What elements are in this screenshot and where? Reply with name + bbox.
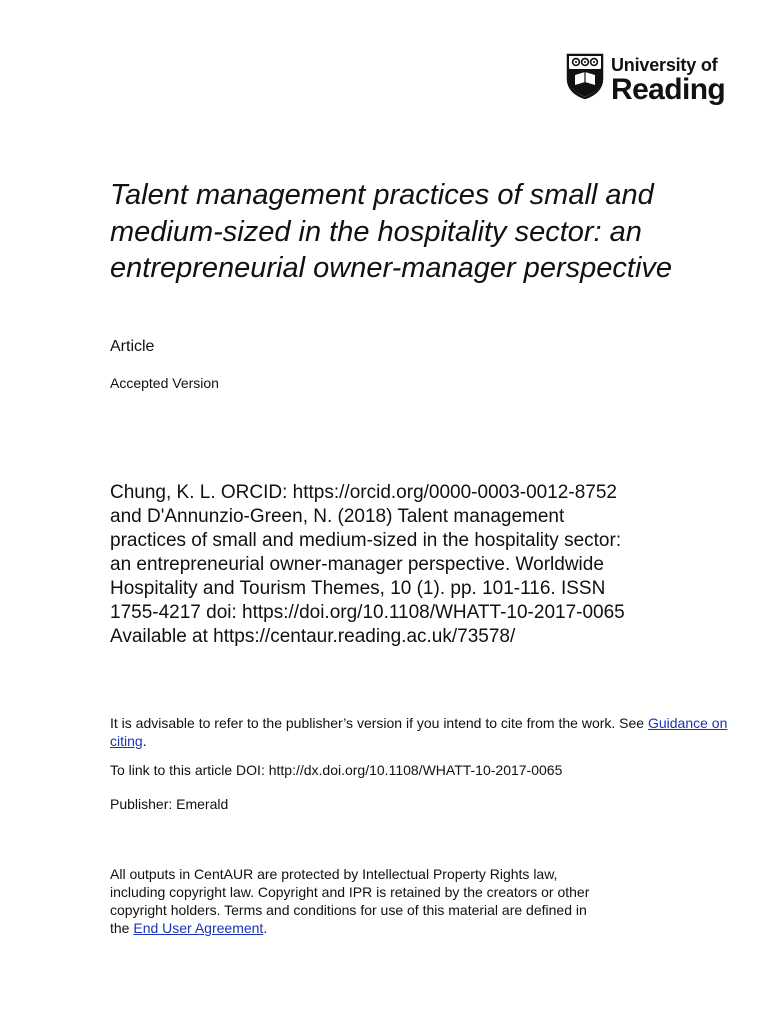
logo-reading: Reading — [611, 73, 726, 106]
guidance-on-citing-link[interactable]: Guidance on citing — [110, 715, 728, 749]
document-version: Accepted Version — [110, 375, 219, 391]
publisher-line: Publisher: Emerald — [110, 796, 229, 812]
citation-advice-end: . — [142, 733, 147, 749]
citation-line: an entrepreneurial owner-manager perspective. Worldwide — [110, 554, 604, 575]
citation-line: Hospitality and Tourism Themes, 10 (1). pp. 101-116. ISSN — [110, 578, 606, 599]
rights-line: including copyright law. Copyright and IPR is retained by the creators or other — [110, 884, 590, 900]
article-doi-line: To link to this article DOI: http://dx.doi.org/10.1108/WHATT-10-2017-0065 — [110, 762, 563, 778]
rights-last-line — [110, 919, 750, 937]
end-user-agreement-link[interactable]: End User Agreement — [133, 920, 264, 936]
article-title: Talent management practices of small and medium-sized in the hospitality sector: an entrepreneurial owner-manager perspective — [110, 179, 673, 284]
citation-line: and D'Annunzio-Green, N. (2018) Talent management — [110, 506, 565, 527]
citation-advice-text: It is advisable to refer to the publisher’s version if you intend to cite from the work. See — [110, 715, 648, 731]
document-type: Article — [110, 338, 155, 355]
citation-line: 1755-4217 doi: https://doi.org/10.1108/WHATT-10-2017-0065 — [110, 602, 625, 623]
rights-last-prefix: the — [110, 920, 134, 936]
rights-last-suffix: . — [263, 920, 268, 936]
citation-line: Available at https://centaur.reading.ac.uk/73578/ — [110, 626, 516, 647]
logo-wordmark — [611, 53, 725, 105]
rights-notice — [110, 865, 750, 937]
citation-advice — [110, 714, 750, 750]
university-logo — [566, 53, 726, 107]
citation-block — [110, 481, 750, 649]
citation-line: practices of small and medium-sized in the hospitality sector: — [110, 530, 622, 551]
rights-line: copyright holders. Terms and conditions for use of this material are defined in — [110, 902, 587, 918]
logo-university-of: University of — [611, 55, 718, 75]
university-crest-icon — [566, 53, 604, 99]
citation-line: Chung, K. L. ORCID: https://orcid.org/0000-0003-0012-8752 — [110, 482, 617, 503]
rights-line: All outputs in CentAUR are protected by Intellectual Property Rights law, — [110, 866, 558, 882]
